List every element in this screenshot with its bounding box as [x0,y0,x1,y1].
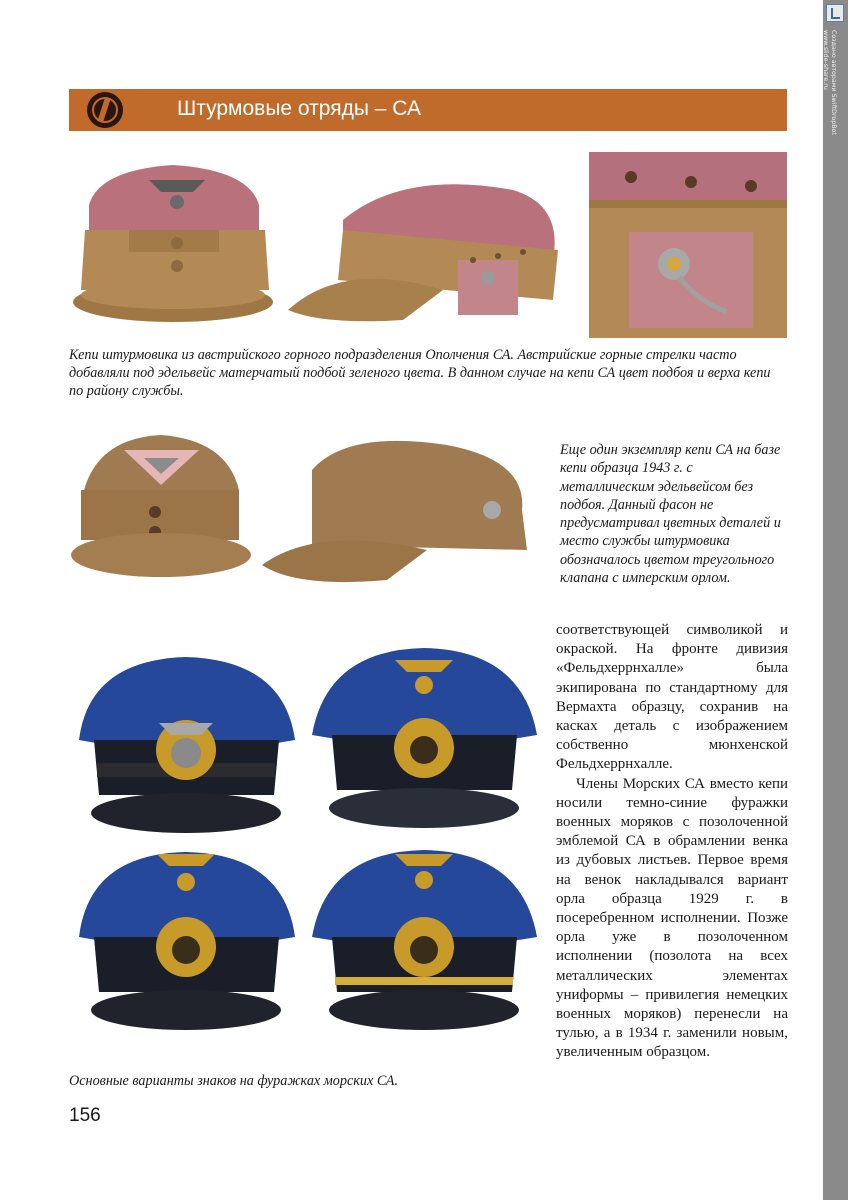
article-body [556,621,788,1063]
photo-visor-cap-3 [69,842,304,1032]
caption-middle: Еще один экземпляр кепи СА на базе кепи образца 1943 г. с металлическим эдельвейсом без подбоя. Данный фасон не предусматривал цветных деталей и место службы штурмовика обозначалось цветом треугольного клапана с имперским орлом. [560,442,781,587]
photo-cap-m43-front [69,430,251,580]
chapter-title: Штурмовые отряды – СА [177,97,421,120]
photo-edelweiss-detail [589,152,787,338]
body-paragraph-2: Члены Морских СА вместо кепи носили темно-синие фуражки военных моряков с позолоченной эмблемой СА в обрамлении венка из дубовых листьев. Первое время на венок накладывался вариант орла образца 1929 г. в посеребренном исполнении. Позже орла уже в позолоченном исполнении (позолота на всех металлических элементах униформы – привилегия немецких военных моряков) перенесли на тулью, а в 1934 г. заменили новым, увеличенным образцом. [556,775,788,1061]
side-strip-line-2: www.slide-share.ru [822,30,829,90]
photo-cap-front-pink [69,150,277,330]
side-strip-line-1: Создано авторами SwiftDropBot [830,30,837,135]
photo-visor-cap-4 [307,842,541,1032]
chapter-header [69,89,787,131]
caption-top: Кепи штурмовика из австрийского горного подразделения Ополчения СА. Австрийские горные стрелки часто добавляли под эдельвейс матерчатый подбой зеленого цвета. В данном случае на кепи СА цвет подбоя и верха кепи по району службы. [69,347,771,399]
photo-visor-cap-2 [307,640,541,835]
side-strip [823,0,848,1200]
photo-cap-side-pink [283,160,583,330]
page-number: 156 [69,1105,101,1126]
caption-bottom: Основные варианты знаков на фуражках морских СА. [69,1073,399,1089]
photo-cap-m43-side [257,430,542,590]
side-strip-text [821,30,837,135]
sa-rune-icon [87,92,123,128]
photo-visor-cap-1 [69,645,304,837]
body-paragraph-1: соответствующей символикой и окраской. На фронте дивизия «Фельдхеррнхалле» была экипирована по стандартному для Вермахта образцу, сохранив на касках деталь с изображением собственно мюнхенской Фельдхеррнхалле. [556,622,788,773]
site-logo-icon [826,4,844,22]
